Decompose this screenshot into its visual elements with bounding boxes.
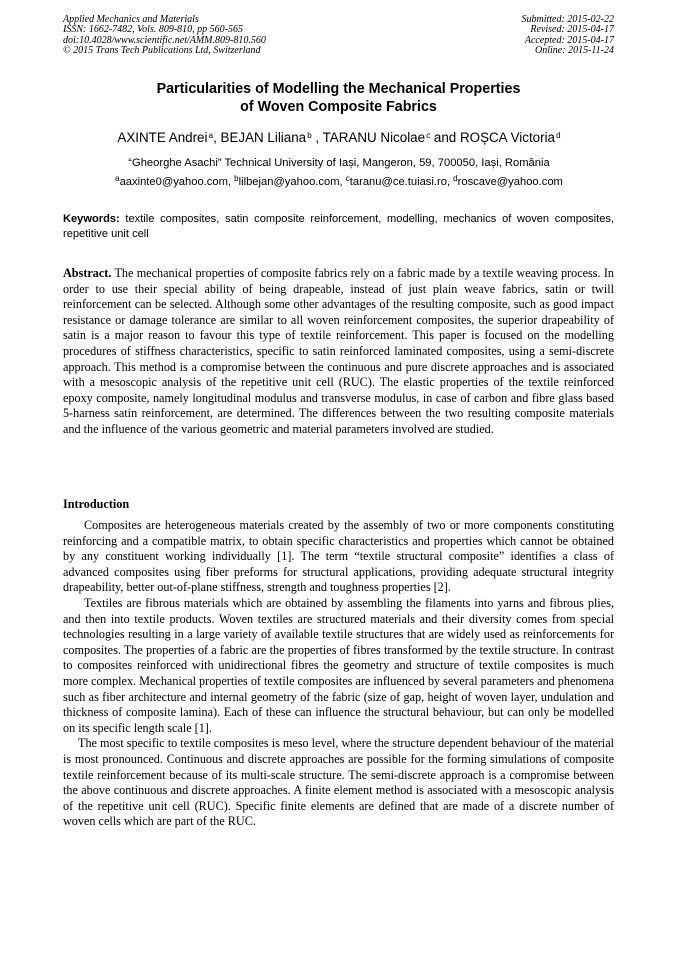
- email-affil-mark: c: [345, 174, 350, 183]
- email-link[interactable]: aaxinte0@yahoo.com: [119, 176, 228, 188]
- section-heading: Introduction: [63, 497, 130, 511]
- paper-title: [63, 80, 614, 116]
- journal-header: [63, 15, 614, 56]
- title-line-2: of Woven Composite Fabrics: [240, 99, 437, 115]
- submission-dates: [522, 15, 615, 56]
- introduction-section: [63, 518, 614, 830]
- author-affil-mark: d: [556, 131, 561, 140]
- author-affil-mark: a: [208, 131, 214, 140]
- title-line-1: Particularities of Modelling the Mechanical Properties: [156, 81, 521, 97]
- date-revised: Revised: 2015-04-17: [530, 24, 614, 36]
- author-name: ROȘCA Victoria: [459, 130, 555, 145]
- email-link[interactable]: taranu@ce.tuiasi.ro: [349, 176, 447, 188]
- paragraph: The most specific to textile composites is meso level, where the structure dependent behaviour of the material is most pronounced. Continuous and discrete approaches are possible for the forming simulations of composite textile reinforcement because of its multi-scale structure. The semi-discrete approach is a compromise between the above continuous and discrete approaches. A finite element method is associated with a mesoscopic analysis of the repetitive unit cell (RUC). Specific finite elements are defined that are made of a discrete number of woven cells which are part of the RUC.: [63, 736, 614, 829]
- author-emails: [40, 176, 638, 188]
- keywords-text: textile composites, satin composite reinforcement, modelling, mechanics of woven composites, repetitive unit cell: [63, 213, 614, 240]
- email-separator: ,: [446, 176, 454, 188]
- date-submitted: Submitted: 2015-02-22: [521, 14, 614, 25]
- paragraph: Composites are heterogeneous materials created by the assembly of two or more components constituting reinforcing and a compatible matrix, to obtain specific characteristics and properties which cannot be obtained by any constituent working individually [1]. The term “textile structural composite” identifies a class of advanced composites using fiber preforms for structural applications, providing adequate structural integrity drapeability, better out-of-plane stiffness, strength and toughness properties [2].: [63, 518, 614, 595]
- email-separator: ,: [227, 176, 235, 188]
- author-separator: ,: [213, 130, 221, 145]
- email-link[interactable]: lilbejan@yahoo.com: [238, 176, 340, 188]
- email-separator: ,: [339, 176, 346, 188]
- email-affil-mark: b: [234, 174, 239, 183]
- author-name: TARANU Nicolae: [322, 130, 426, 145]
- date-online: Online: 2015-11-24: [535, 44, 614, 56]
- keywords: [63, 212, 614, 242]
- email-link[interactable]: roscave@yahoo.com: [457, 176, 563, 188]
- journal-copyright: © 2015 Trans Tech Publications Ltd, Switzerland: [63, 44, 261, 56]
- abstract-label: Abstract.: [63, 266, 112, 280]
- journal-issn: ISSN: 1662-7482, Vols. 809-810, pp 560-565: [63, 24, 243, 36]
- author-name: BEJAN Liliana: [220, 130, 307, 145]
- author-name: AXINTE Andrei: [117, 130, 208, 145]
- author-affil-mark: c: [426, 131, 431, 140]
- author-separator: ,: [311, 130, 323, 145]
- affiliation: “Gheorghe Asachi” Technical University of Iași, Mangeron, 59, 700050, Iași, România: [128, 157, 550, 169]
- author-separator: and: [430, 130, 460, 145]
- journal-info: [63, 15, 266, 56]
- paragraph: Textiles are fibrous materials which are obtained by assembling the filaments into yarns and fibrous plies, and then into textile products. Woven textiles are structured materials and their diversity comes from special technologies resulting in a large variety of available textile structures that are widely used as reinforcements for composites. The properties of a fabric are the properties of fibres transformed by the textile structure. In contrast to composites reinforced with unidirectional fibres the geometry and structure of textile composites is much more complex. Mechanical properties of textile composites are influenced by several parameters and phenomena such as fiber architecture and internal geometry of the fabric (size of gap, height of woven layer, undulation and thickness of composite lamina). Each of these can influence the structural behaviour, but can only be modelled on its specific length scale [1].: [63, 595, 614, 735]
- email-affil-mark: d: [453, 174, 458, 183]
- keywords-label: Keywords:: [63, 213, 120, 225]
- email-affil-mark: a: [115, 174, 120, 183]
- author-list: [40, 130, 638, 145]
- abstract: [63, 266, 614, 438]
- journal-name: Applied Mechanics and Materials: [63, 14, 199, 25]
- abstract-text: The mechanical properties of composite fabrics rely on a fabric made by a textile weaving process. In order to use their special ability of being drapeable, instead of just plain weave fabrics, satin or twill reinforcement can be selected. Although some other advantages of the resulting composite, such as good impact resistance or damage tolerance are similar to all woven reinforcement composites, the superior drapeability of satin is a major reason to favour this type of textile reinforcement. This paper is focused on the modelling procedures of stiffness characteristics, specific to satin reinforced laminated composites, using a semi-discrete approach. This method is a compromise between the continuous and pure discrete approaches and is associated with a mesoscopic analysis of the repetitive unit cell (RUC). The elastic properties of the textile reinforced epoxy composite, namely longitudinal modulus and transverse modulus, in case of carbon and fibre glass based 5-harness satin reinforcement, are determined. The differences between the two resulting composite materials and the influence of the various geometric and material parameters involved are studied.: [63, 266, 614, 436]
- date-accepted: Accepted: 2015-04-17: [524, 34, 614, 46]
- author-affil-mark: b: [307, 131, 312, 140]
- journal-doi: doi:10.4028/www.scientific.net/AMM.809-810.560: [63, 34, 266, 46]
